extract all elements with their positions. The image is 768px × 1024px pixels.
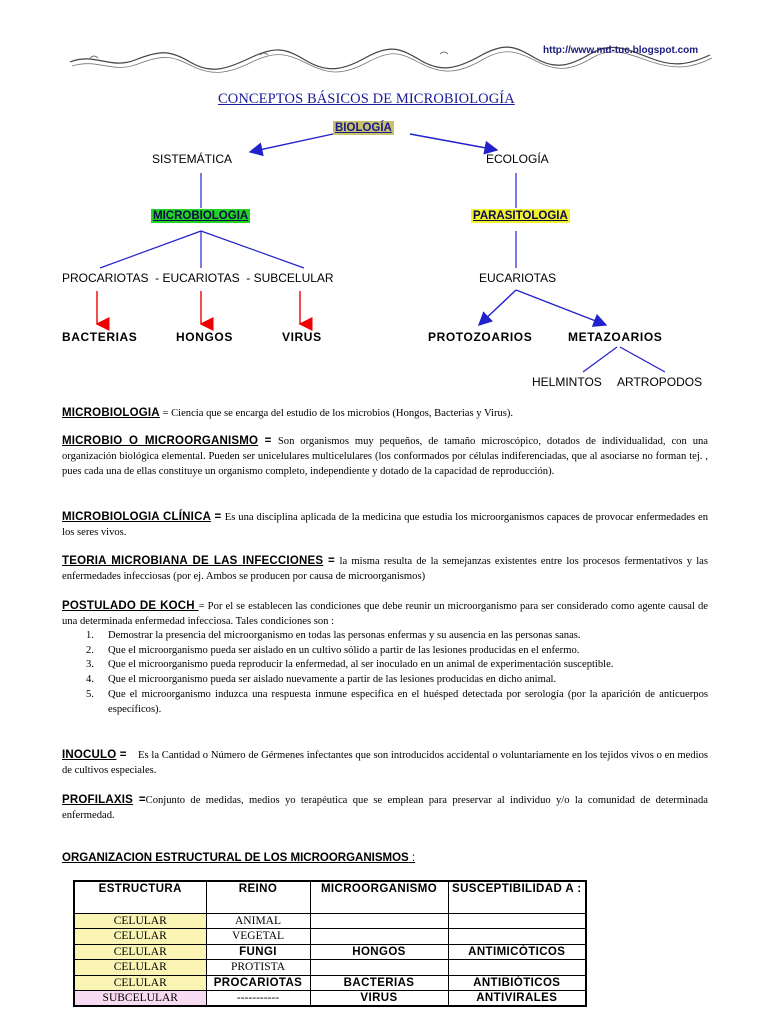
node-bacterias: BACTERIAS (62, 330, 138, 344)
list-text: Demostrar la presencia del microorganismo en todas las personas enfermas y su ausencia en las personas sanas. (108, 630, 581, 641)
header-susceptibilidad: SUSCEPTIBILIDAD A : (448, 881, 586, 913)
line-micro-procariotas (100, 231, 201, 268)
cell-microorganismo (310, 960, 448, 976)
definition-text: la misma resulta de la semejanzas existentes entre los procesos fermentativos y las enfermedades infecciosas (por ej. Ambos se producen por causa de microorganismos) (62, 556, 709, 582)
cell-estructura: CELULAR (74, 960, 206, 976)
list-text: Que el microorganismo pueda ser aislado en un cultivo sólido a partir de las lesiones producidas en el enfermo. (108, 644, 580, 656)
cell-susceptibilidad (448, 960, 586, 976)
list-number: 2. (86, 644, 94, 656)
arrow-biologia-ecologia (410, 134, 497, 150)
term-label: TEORIA MICROBIANA DE LAS INFECCIONES (62, 555, 324, 567)
term-equals: = (258, 435, 278, 447)
node-helmintos: HELMINTOS (532, 375, 602, 389)
list-item (62, 629, 708, 644)
list-item (62, 644, 708, 659)
list-number: 5. (86, 688, 94, 700)
term-equals: = (133, 794, 146, 806)
node-microbiologia: MICROBIOLOGIA (153, 210, 249, 222)
definition-microbiologia-clinica (62, 510, 708, 540)
cell-susceptibilidad (448, 929, 586, 945)
node-protozoarios: PROTOZOARIOS (428, 330, 533, 344)
list-item (62, 688, 708, 717)
node-eucariotas: EUCARIOTAS (479, 271, 557, 285)
list-number: 4. (86, 674, 94, 686)
node-artropodos: ARTROPODOS (617, 375, 703, 389)
definition-microorganismo (62, 434, 708, 479)
term-label: MICROBIOLOGIA CLÍNICA (62, 511, 212, 523)
cell-reino: ANIMAL (206, 913, 310, 929)
definition-postulado-koch (62, 599, 708, 629)
cell-microorganismo (310, 929, 448, 945)
cell-estructura: CELULAR (74, 913, 206, 929)
definition-text: = Por el se establecen las condiciones que debe reunir un microorganismo para ser considerado como agente causal de una determinada enfermedad infecciosa. Tales condiciones son : (62, 601, 708, 627)
term-equals: = (211, 511, 225, 523)
org-structure-table (73, 880, 587, 1007)
node-hongos: HONGOS (176, 330, 233, 344)
cell-susceptibilidad: ANTIMICÓTICOS (448, 944, 586, 960)
term-label: INOCULO (62, 749, 117, 761)
org-title-text: ORGANIZACION ESTRUCTURAL DE LOS MICROORGANISMOS (62, 852, 409, 864)
arrow-biologia-sistematica (250, 134, 333, 152)
page-title: CONCEPTOS BÁSICOS DE MICROBIOLOGÍA (218, 91, 515, 107)
list-text: Que el microorganismo induzca una respuesta inmune especifica en el huésped detectada por serología (por la aparición de anticuerpos específicos). (108, 688, 708, 715)
term-label: POSTULADO DE KOCH (62, 600, 199, 612)
term-label: MICROBIOLOGIA (62, 407, 160, 419)
table-row (74, 975, 586, 991)
node-parasitologia: PARASITOLOGIA (473, 210, 568, 222)
arrow-eucariotas-protozoarios (479, 290, 516, 325)
cell-microorganismo: BACTERIAS (310, 975, 448, 991)
node-metazoarios: METAZOARIOS (568, 330, 663, 344)
definition-text: Es una disciplina aplicada de la medicina que estudia los microorganismos capaces de provocar enfermedades en los seres vivos. (62, 512, 708, 538)
table-row (74, 913, 586, 929)
definition-text: Es la Cantidad o Número de Gérmenes infectantes que son introducidos accidental o voluntariamente en los tejidos vivos o en medios de cultivos especiales. (62, 750, 711, 776)
org-section-title (62, 852, 415, 864)
header-reino: REINO (206, 881, 310, 913)
node-biologia: BIOLOGÍA (335, 122, 392, 134)
list-item (62, 658, 708, 673)
arrow-eucariotas-metazoarios (516, 290, 606, 325)
table-row (74, 929, 586, 945)
table-row (74, 944, 586, 960)
list-text: Que el microorganismo pueda ser aislado nuevamente a partir de las lesiones producidas en dicho animal. (108, 674, 557, 686)
line-metazoarios-helmintos (583, 347, 617, 372)
cell-susceptibilidad: ANTIVIRALES (448, 991, 586, 1007)
koch-conditions-list (62, 629, 708, 717)
list-number: 3. (86, 659, 94, 671)
definition-text: = Ciencia que se encarga del estudio de los microbios (Hongos, Bacterias y Virus). (159, 408, 514, 419)
term-equals: = (116, 749, 130, 761)
org-title-colon: : (408, 852, 416, 864)
node-virus: VIRUS (282, 330, 322, 344)
cell-reino: PROCARIOTAS (206, 975, 310, 991)
cell-reino: ----------- (206, 991, 310, 1007)
table-row (74, 960, 586, 976)
cell-microorganismo (310, 913, 448, 929)
header-microorganismo: MICROORGANISMO (310, 881, 448, 913)
definition-text: Son organismos muy pequeños, de tamaño microscópico, dotados de individualidad, con una organización biológica elemental. Pueden ser unicelulares multicelulares (los conformados por células indiferenciadas, que al asociarse no forman tej. , pues cada una de ellas constituye un organismo completo, independiente y dotado de la capacidad de reproducción). (62, 436, 709, 477)
definition-microbiologia (62, 406, 708, 421)
cell-estructura: CELULAR (74, 975, 206, 991)
line-metazoarios-artropodos (620, 347, 665, 372)
cell-susceptibilidad (448, 913, 586, 929)
cell-estructura: SUBCELULAR (74, 991, 206, 1007)
definition-profilaxis (62, 793, 708, 823)
cell-estructura: CELULAR (74, 929, 206, 945)
table-header-row (74, 881, 586, 913)
blog-url[interactable]: http://www.md-tuc.blogspot.com (543, 45, 699, 56)
term-label: PROFILAXIS (62, 794, 134, 806)
cell-microorganismo: HONGOS (310, 944, 448, 960)
list-number: 1. (86, 630, 94, 641)
definition-inoculo (62, 748, 711, 778)
term-equals: = (323, 555, 340, 567)
node-sistematica: SISTEMÁTICA (152, 152, 233, 166)
list-item (62, 673, 708, 688)
cell-reino: FUNGI (206, 944, 310, 960)
cell-microorganismo: VIRUS (310, 991, 448, 1007)
term-label: MICROBIO O MICROORGANISMO (62, 435, 259, 447)
list-text: Que el microorganismo pueda reproducir la enfermedad, al ser inoculado en un animal de experimentación susceptible. (108, 659, 614, 671)
cell-estructura: CELULAR (74, 944, 206, 960)
cell-reino: PROTISTA (206, 960, 310, 976)
node-ecologia: ECOLOGÍA (486, 152, 549, 166)
header-estructura: ESTRUCTURA (74, 881, 206, 913)
cell-susceptibilidad: ANTIBIÓTICOS (448, 975, 586, 991)
definition-text: Conjunto de medidas, medios yo terapéutica que se emplean para preservar al individuo y/o la comunidad de determinada enfermedad. (62, 795, 708, 821)
cell-reino: VEGETAL (206, 929, 310, 945)
table-row (74, 991, 586, 1007)
line-micro-subcelular (201, 231, 304, 268)
definition-teoria-microbiana (62, 554, 708, 584)
node-procariotas-eucariotas-subcelular: PROCARIOTAS - EUCARIOTAS - SUBCELULAR (62, 271, 334, 285)
